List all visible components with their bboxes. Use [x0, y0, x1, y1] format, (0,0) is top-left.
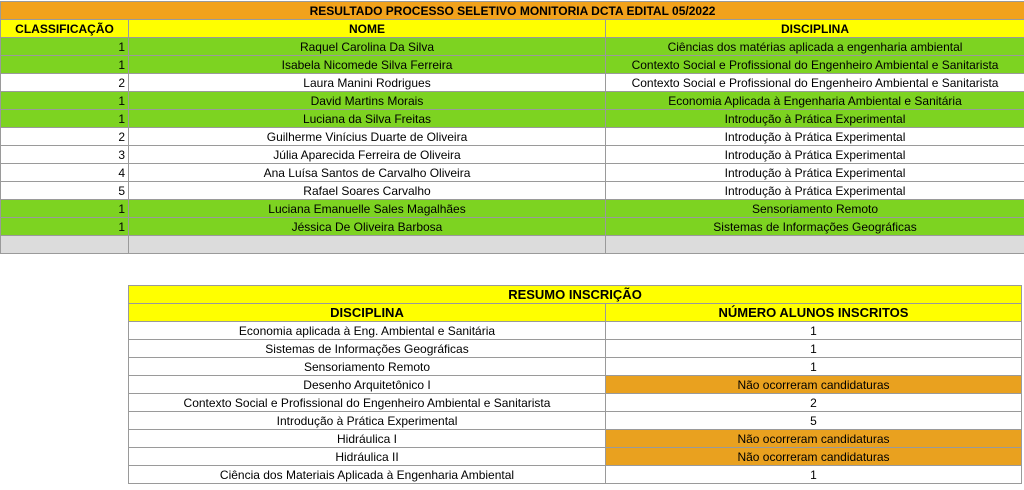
summary-inscritos-cell: Não ocorreram candidaturas: [606, 430, 1022, 448]
classificacao-cell: 5: [1, 182, 129, 200]
nome-cell: Ana Luísa Santos de Carvalho Oliveira: [129, 164, 606, 182]
table-row: [1, 74, 1024, 92]
summary-disciplina-cell: Contexto Social e Profissional do Engenheiro Ambiental e Sanitarista: [129, 394, 606, 412]
table-row: [1, 146, 1024, 164]
summary-row: [129, 358, 1022, 376]
table-row: [1, 92, 1024, 110]
summary-row: [129, 340, 1022, 358]
summary-row: [129, 448, 1022, 466]
disciplina-cell: Ciências dos matérias aplicada a engenharia ambiental: [606, 38, 1024, 56]
classificacao-cell: 2: [1, 74, 129, 92]
nome-cell: David Martins Morais: [129, 92, 606, 110]
nome-cell: Luciana Emanuelle Sales Magalhães: [129, 200, 606, 218]
table-row: [1, 164, 1024, 182]
summary-row: [129, 430, 1022, 448]
summary-disciplina-cell: Ciência dos Materiais Aplicada à Engenharia Ambiental: [129, 466, 606, 484]
blank-cell: [129, 236, 606, 254]
summary-inscritos-cell: 1: [606, 322, 1022, 340]
table-row: [1, 182, 1024, 200]
summary-row: [129, 376, 1022, 394]
header-classificacao: CLASSIFICAÇÃO: [1, 20, 129, 38]
disciplina-cell: Contexto Social e Profissional do Engenheiro Ambiental e Sanitarista: [606, 56, 1024, 74]
summary-inscritos-cell: 1: [606, 358, 1022, 376]
summary-row: [129, 322, 1022, 340]
nome-cell: Isabela Nicomede Silva Ferreira: [129, 56, 606, 74]
summary-header-inscritos: NÚMERO ALUNOS INSCRITOS: [606, 304, 1022, 322]
nome-cell: Laura Manini Rodrigues: [129, 74, 606, 92]
classificacao-cell: 1: [1, 218, 129, 236]
classificacao-cell: 1: [1, 200, 129, 218]
table-row: [1, 218, 1024, 236]
blank-row: [1, 236, 1024, 254]
nome-cell: Raquel Carolina Da Silva: [129, 38, 606, 56]
summary-row: [129, 466, 1022, 484]
results-table: [0, 1, 1024, 254]
disciplina-cell: Sistemas de Informações Geográficas: [606, 218, 1024, 236]
summary-inscritos-cell: 1: [606, 466, 1022, 484]
nome-cell: Jéssica De Oliveira Barbosa: [129, 218, 606, 236]
summary-inscritos-cell: Não ocorreram candidaturas: [606, 376, 1022, 394]
summary-disciplina-cell: Economia aplicada à Eng. Ambiental e Sanitária: [129, 322, 606, 340]
disciplina-cell: Contexto Social e Profissional do Engenheiro Ambiental e Sanitarista: [606, 74, 1024, 92]
disciplina-cell: Introdução à Prática Experimental: [606, 164, 1024, 182]
blank-cell: [1, 236, 129, 254]
disciplina-cell: Introdução à Prática Experimental: [606, 110, 1024, 128]
results-header-row: [1, 20, 1024, 38]
classificacao-cell: 1: [1, 110, 129, 128]
summary-disciplina-cell: Hidráulica I: [129, 430, 606, 448]
header-disciplina: DISCIPLINA: [606, 20, 1024, 38]
summary-inscritos-cell: 2: [606, 394, 1022, 412]
nome-cell: Guilherme Vinícius Duarte de Oliveira: [129, 128, 606, 146]
disciplina-cell: Introdução à Prática Experimental: [606, 182, 1024, 200]
summary-disciplina-cell: Sensoriamento Remoto: [129, 358, 606, 376]
classificacao-cell: 1: [1, 56, 129, 74]
summary-title-row: [129, 286, 1022, 304]
results-title-row: [1, 2, 1024, 20]
table-row: [1, 56, 1024, 74]
summary-disciplina-cell: Sistemas de Informações Geográficas: [129, 340, 606, 358]
table-row: [1, 110, 1024, 128]
table-row: [1, 128, 1024, 146]
summary-inscritos-cell: 1: [606, 340, 1022, 358]
nome-cell: Júlia Aparecida Ferreira de Oliveira: [129, 146, 606, 164]
blank-cell: [606, 236, 1024, 254]
summary-inscritos-cell: 5: [606, 412, 1022, 430]
summary-disciplina-cell: Desenho Arquitetônico I: [129, 376, 606, 394]
disciplina-cell: Sensoriamento Remoto: [606, 200, 1024, 218]
disciplina-cell: Introdução à Prática Experimental: [606, 146, 1024, 164]
nome-cell: Rafael Soares Carvalho: [129, 182, 606, 200]
results-title: RESULTADO PROCESSO SELETIVO MONITORIA DCTA EDITAL 05/2022: [1, 2, 1024, 20]
classificacao-cell: 4: [1, 164, 129, 182]
table-row: [1, 200, 1024, 218]
classificacao-cell: 1: [1, 38, 129, 56]
classificacao-cell: 1: [1, 92, 129, 110]
summary-title: RESUMO INSCRIÇÃO: [129, 286, 1022, 304]
summary-header-row: [129, 304, 1022, 322]
summary-inscritos-cell: Não ocorreram candidaturas: [606, 448, 1022, 466]
classificacao-cell: 3: [1, 146, 129, 164]
summary-disciplina-cell: Introdução à Prática Experimental: [129, 412, 606, 430]
summary-disciplina-cell: Hidráulica II: [129, 448, 606, 466]
table-row: [1, 38, 1024, 56]
header-nome: NOME: [129, 20, 606, 38]
summary-row: [129, 412, 1022, 430]
disciplina-cell: Economia Aplicada à Engenharia Ambiental e Sanitária: [606, 92, 1024, 110]
disciplina-cell: Introdução à Prática Experimental: [606, 128, 1024, 146]
summary-row: [129, 394, 1022, 412]
classificacao-cell: 2: [1, 128, 129, 146]
nome-cell: Luciana da Silva Freitas: [129, 110, 606, 128]
summary-table: [128, 285, 1022, 484]
summary-header-disciplina: DISCIPLINA: [129, 304, 606, 322]
